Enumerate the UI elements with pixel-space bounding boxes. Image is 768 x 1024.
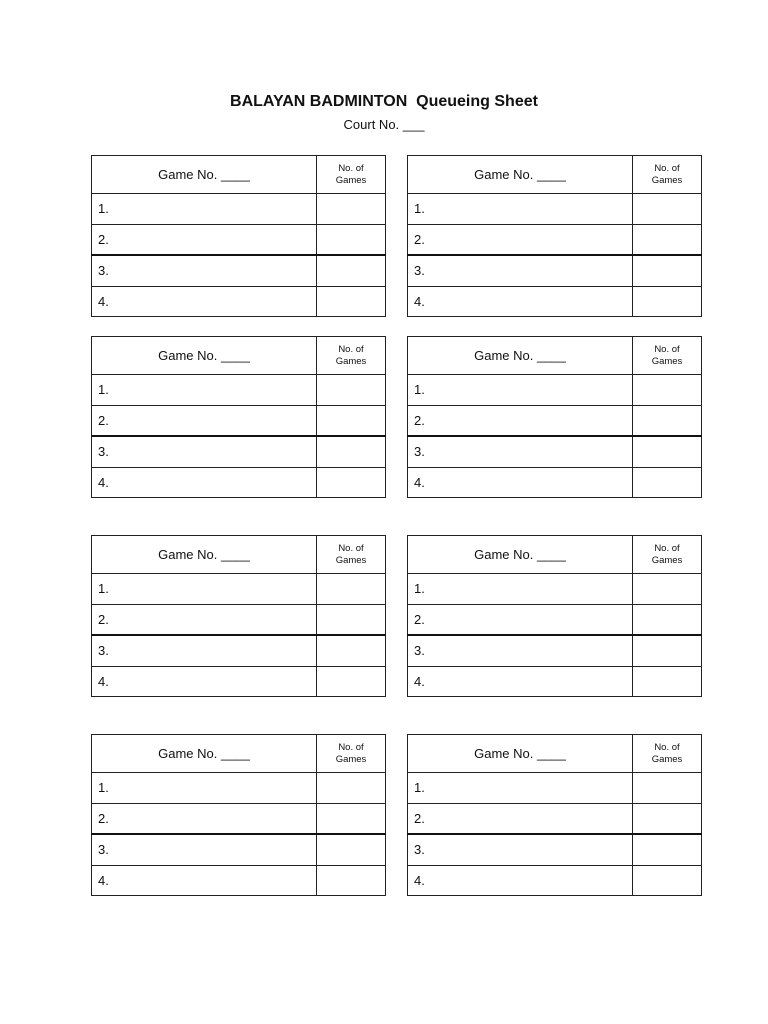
games-count-cell[interactable] [633, 194, 702, 225]
player-slot[interactable]: 2. [408, 803, 633, 834]
games-count-cell[interactable] [633, 635, 702, 666]
player-slot[interactable]: 4. [92, 286, 317, 317]
table-row [408, 375, 702, 406]
games-header-line: No. of [654, 542, 680, 554]
games-count-cell[interactable] [633, 224, 702, 255]
number-of-games-header [633, 156, 702, 194]
player-slot[interactable]: 4. [92, 467, 317, 498]
games-count-cell[interactable] [633, 574, 702, 605]
game-number-label: Game No. ____ [92, 156, 317, 194]
games-count-cell[interactable] [633, 803, 702, 834]
games-header-line: Games [335, 554, 367, 566]
table-row [92, 436, 386, 467]
games-count-cell[interactable] [633, 773, 702, 804]
games-count-cell[interactable] [633, 405, 702, 436]
table-row [408, 834, 702, 865]
games-header-line: No. of [338, 162, 364, 174]
games-count-cell[interactable] [317, 604, 386, 635]
player-slot[interactable]: 2. [408, 604, 633, 635]
table-row [408, 865, 702, 896]
games-header-line: No. of [654, 343, 680, 355]
games-count-cell[interactable] [317, 375, 386, 406]
player-slot[interactable]: 3. [92, 635, 317, 666]
player-slot[interactable]: 2. [92, 803, 317, 834]
player-slot[interactable]: 1. [92, 773, 317, 804]
games-header-line: Games [335, 174, 367, 186]
games-count-cell[interactable] [317, 865, 386, 896]
games-count-cell[interactable] [633, 666, 702, 697]
player-slot[interactable]: 3. [92, 255, 317, 286]
queue-table [91, 734, 386, 896]
games-header-line: No. of [338, 741, 364, 753]
queue-table [91, 336, 386, 498]
table-row [408, 436, 702, 467]
queue-table [407, 734, 702, 896]
table-row [92, 773, 386, 804]
table-row [408, 773, 702, 804]
player-slot[interactable]: 1. [92, 375, 317, 406]
player-slot[interactable]: 4. [408, 286, 633, 317]
table-row [92, 574, 386, 605]
games-count-cell[interactable] [633, 255, 702, 286]
games-count-cell[interactable] [317, 773, 386, 804]
table-row [408, 635, 702, 666]
table-row [92, 224, 386, 255]
player-slot[interactable]: 4. [408, 467, 633, 498]
games-header-line: No. of [338, 343, 364, 355]
games-count-cell[interactable] [317, 194, 386, 225]
table-row [408, 467, 702, 498]
table-row [92, 865, 386, 896]
player-slot[interactable]: 3. [408, 436, 633, 467]
number-of-games-header [633, 337, 702, 375]
table-row [92, 405, 386, 436]
player-slot[interactable]: 4. [408, 666, 633, 697]
game-number-label: Game No. ____ [408, 735, 633, 773]
table-row [408, 194, 702, 225]
games-header-line: No. of [654, 162, 680, 174]
queue-table [407, 336, 702, 498]
player-slot[interactable]: 4. [92, 666, 317, 697]
player-slot[interactable]: 3. [92, 436, 317, 467]
queue-table [91, 155, 386, 317]
games-count-cell[interactable] [633, 604, 702, 635]
table-row [92, 255, 386, 286]
games-count-cell[interactable] [317, 666, 386, 697]
number-of-games-header [633, 536, 702, 574]
games-header-line: Games [651, 753, 683, 765]
games-header-line: Games [335, 753, 367, 765]
player-slot[interactable]: 4. [92, 865, 317, 896]
table-row [92, 375, 386, 406]
player-slot[interactable]: 1. [408, 574, 633, 605]
games-count-cell[interactable] [633, 834, 702, 865]
table-row [92, 604, 386, 635]
number-of-games-header [633, 735, 702, 773]
game-number-label: Game No. ____ [408, 536, 633, 574]
games-count-cell[interactable] [317, 436, 386, 467]
games-count-cell[interactable] [633, 375, 702, 406]
number-of-games-header [317, 156, 386, 194]
table-row [92, 635, 386, 666]
table-row [408, 405, 702, 436]
page-title: BALAYAN BADMINTON Queueing Sheet [230, 93, 538, 110]
player-slot[interactable]: 2. [92, 604, 317, 635]
table-row [408, 224, 702, 255]
games-header-line: Games [335, 355, 367, 367]
games-count-cell[interactable] [317, 224, 386, 255]
games-header-line: Games [651, 174, 683, 186]
games-header-line: No. of [654, 741, 680, 753]
games-count-cell[interactable] [633, 865, 702, 896]
table-row [92, 803, 386, 834]
game-number-label: Game No. ____ [408, 156, 633, 194]
queue-table [91, 535, 386, 697]
games-count-cell[interactable] [317, 635, 386, 666]
table-row [92, 286, 386, 317]
table-row [92, 194, 386, 225]
table-row [92, 834, 386, 865]
number-of-games-header [317, 337, 386, 375]
table-row [408, 666, 702, 697]
game-number-label: Game No. ____ [92, 735, 317, 773]
games-count-cell[interactable] [317, 255, 386, 286]
games-count-cell[interactable] [317, 574, 386, 605]
player-slot[interactable]: 2. [92, 405, 317, 436]
table-row [92, 666, 386, 697]
game-number-label: Game No. ____ [92, 536, 317, 574]
games-count-cell[interactable] [633, 467, 702, 498]
games-header-line: No. of [338, 542, 364, 554]
games-header-line: Games [651, 355, 683, 367]
player-slot[interactable]: 3. [92, 834, 317, 865]
table-row [408, 574, 702, 605]
queue-table [407, 535, 702, 697]
player-slot[interactable]: 1. [92, 194, 317, 225]
games-count-cell[interactable] [317, 467, 386, 498]
game-number-label: Game No. ____ [92, 337, 317, 375]
court-number-line: Court No. ___ [343, 117, 425, 132]
games-count-cell[interactable] [633, 436, 702, 467]
games-count-cell[interactable] [317, 286, 386, 317]
table-row [408, 604, 702, 635]
games-count-cell[interactable] [317, 803, 386, 834]
player-slot[interactable]: 1. [408, 375, 633, 406]
number-of-games-header [317, 735, 386, 773]
games-count-cell[interactable] [633, 286, 702, 317]
player-slot[interactable]: 1. [408, 194, 633, 225]
player-slot[interactable]: 4. [408, 865, 633, 896]
player-slot[interactable]: 2. [408, 224, 633, 255]
game-number-label: Game No. ____ [408, 337, 633, 375]
number-of-games-header [317, 536, 386, 574]
player-slot[interactable]: 1. [408, 773, 633, 804]
table-row [408, 255, 702, 286]
table-row [408, 286, 702, 317]
table-row [408, 803, 702, 834]
games-count-cell[interactable] [317, 834, 386, 865]
player-slot[interactable]: 2. [408, 405, 633, 436]
table-row [92, 467, 386, 498]
player-slot[interactable]: 2. [92, 224, 317, 255]
queue-table [407, 155, 702, 317]
player-slot[interactable]: 3. [408, 834, 633, 865]
games-header-line: Games [651, 554, 683, 566]
games-count-cell[interactable] [317, 405, 386, 436]
player-slot[interactable]: 3. [408, 255, 633, 286]
player-slot[interactable]: 1. [92, 574, 317, 605]
player-slot[interactable]: 3. [408, 635, 633, 666]
